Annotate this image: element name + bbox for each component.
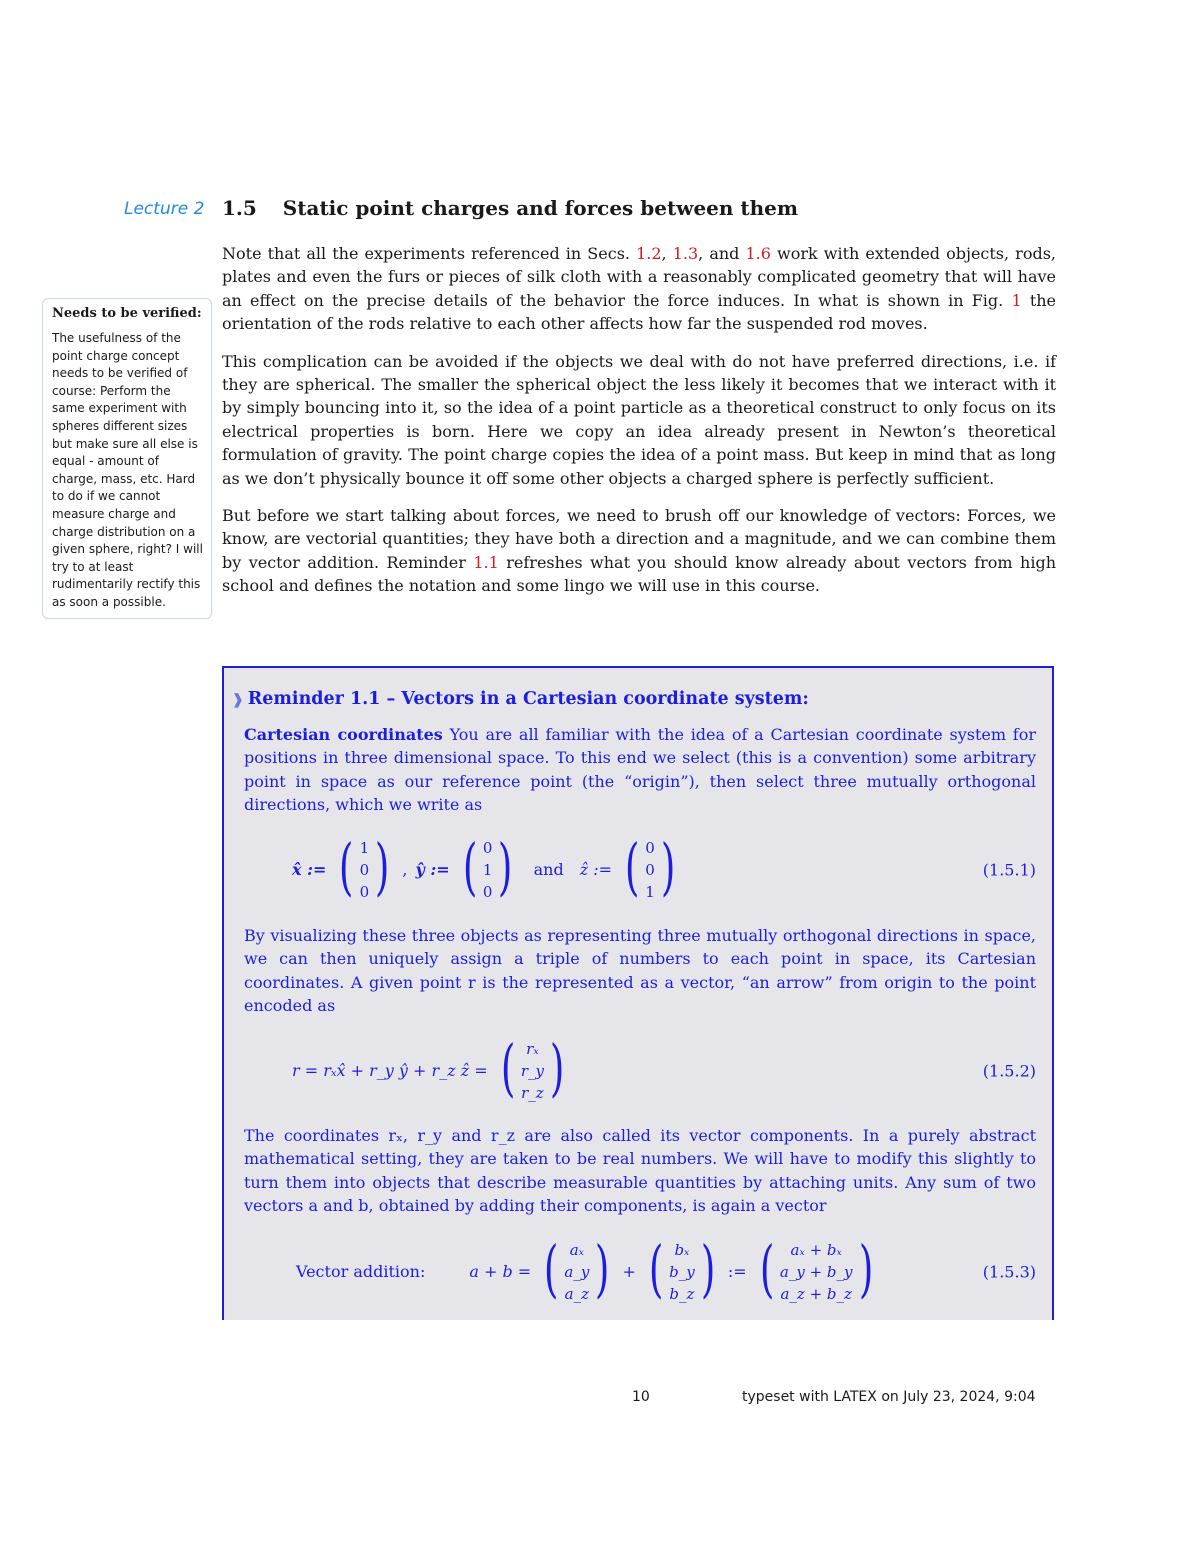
ref-sec-1-3[interactable]: 1.3	[672, 244, 699, 263]
reminder-box	[222, 666, 1054, 1320]
equation-number: (1.5.1)	[982, 860, 1036, 880]
reminder-paragraph-3: The coordinates rₓ, r_y and r_z are also called its vector components. In a purely abstract mathematical setting, they are taken to be real numbers. We will have to modify this slightly to turn them into objects that describe measurable quantities by attaching units. Any sum of two vectors a and b, obtained by adding their components, is again a vector	[244, 1126, 1036, 1216]
y-unit-vector: ( 0 1 0 )	[462, 830, 513, 903]
paragraph-1: Note that all the experiments referenced in Secs. 1.2, 1.3, and 1.6 work with extended objects, rods, plates and even the furs or pieces of silk cloth with a reasonably complicated geometry that will have an effect on the precise details of the behavior the force induces. In what is shown in Fig. 1 the orientation of the rods relative to each other affects how far the suspended rod moves.	[222, 244, 1057, 334]
section-heading	[222, 196, 798, 220]
ref-sec-1-2[interactable]: 1.2	[636, 244, 662, 263]
reminder-title: ❱ Reminder 1.1 – Vectors in a Cartesian coordinate system:	[232, 689, 809, 709]
vector-b: ( bₓ b_y b_z )	[648, 1232, 716, 1305]
vector-a: ( aₓ a_y a_z )	[544, 1232, 610, 1305]
equation-number: (1.5.3)	[982, 1262, 1036, 1282]
page-number: 10	[632, 1389, 650, 1405]
paragraph-3: But before we start talking about forces, we need to brush off our knowledge of vectors: Forces, we know, are vectorial quantities; they have both a direction and a magnitude, and we can combine them by vector addition. Reminder 1.1 refreshes what you should know already about vectors from high school and defines the notation and some lingo we will use in this course.	[222, 506, 1057, 596]
section-number: 1.5	[222, 196, 257, 220]
body-text	[222, 242, 1056, 612]
ref-reminder-1-1[interactable]: 1.1	[473, 552, 499, 572]
typeset-note: typeset with LATEX on July 23, 2024, 9:04	[742, 1389, 1036, 1405]
paragraph-2: This complication can be avoided if the objects we deal with do not have preferred directions, i.e. if they are spherical. The smaller the spherical object the less likely it becomes that we interact with it by simply bouncing into it, so the idea of a point particle as a theoretical construct to only focus on its electrical properties is born. Here we copy an idea already present in Newton’s theoretical formulation of gravity. The point charge copies the idea of a point mass. But keep in mind that as long as we don’t physically bounce it off some other objects a charged sphere is perfectly sufficient.	[222, 351, 1056, 488]
vector-addition-label: Vector addition:	[296, 1262, 426, 1282]
ref-sec-1-6[interactable]: 1.6	[745, 244, 771, 263]
x-unit-vector: ( 1 0 0 )	[339, 830, 390, 903]
reminder-paragraph-1: Cartesian coordinates You are all familiar with the idea of a Cartesian coordinate system for positions in three dimensional space. To this end we select (this is a convention) some arbitrary point in space as our reference point (the “origin”), then select three mutually orthogonal directions, which we write as	[244, 725, 1036, 815]
equation-1-5-3: Vector addition: a + b = ( aₓ a_y a_z ) + ( bₓ b_y b_z ) := ( aₓ + bₓ a_y + b_y a_z + b_z ) (1.5.3)	[296, 1232, 1036, 1305]
equation-number: (1.5.2)	[982, 1061, 1036, 1081]
reminder-marker-icon: ❱	[232, 692, 244, 708]
equation-1-5-2: r = rₓx̂ + r_y ŷ + r_z ẑ = ( rₓ r_y r_z ) (1.5.2)	[292, 1031, 1036, 1104]
vector-sum: ( aₓ + bₓ a_y + b_y a_z + b_z )	[759, 1232, 873, 1305]
equation-1-5-1: x̂ := ( 1 0 0 ) , ŷ := ( 0 1 0 ) and ẑ := ( 0 0 1 ) (1.5.1)	[292, 830, 1036, 903]
margin-note	[42, 298, 212, 619]
position-vector: ( rₓ r_y r_z )	[500, 1031, 565, 1104]
reminder-paragraph-2: By visualizing these three objects as representing three mutually orthogonal directions in space, we can then uniquely assign a triple of numbers to each point in space, its Cartesian coordinates. A given point r is the represented as a vector, “an arrow” from origin to the point encoded as	[244, 926, 1036, 1016]
section-title: Static point charges and forces between them	[282, 196, 799, 220]
lecture-tag: Lecture 2	[124, 199, 205, 219]
margin-note-title: Needs to be verified:	[52, 306, 202, 321]
ref-fig-1[interactable]: 1	[1011, 290, 1022, 310]
z-unit-vector: ( 0 0 1 )	[624, 830, 676, 903]
cartesian-coordinates-heading: Cartesian coordinates	[244, 725, 443, 744]
margin-note-text: The usefulness of the point charge concept needs to be verified of course: Perform the same experiment with spheres different sizes but make sure all else is equal - amount of charge, mass, etc. Hard to do if we cannot measure charge and charge distribution on a given sphere, right? I will try to at least rudimentarily rectify this as soon a possible.	[52, 331, 203, 609]
